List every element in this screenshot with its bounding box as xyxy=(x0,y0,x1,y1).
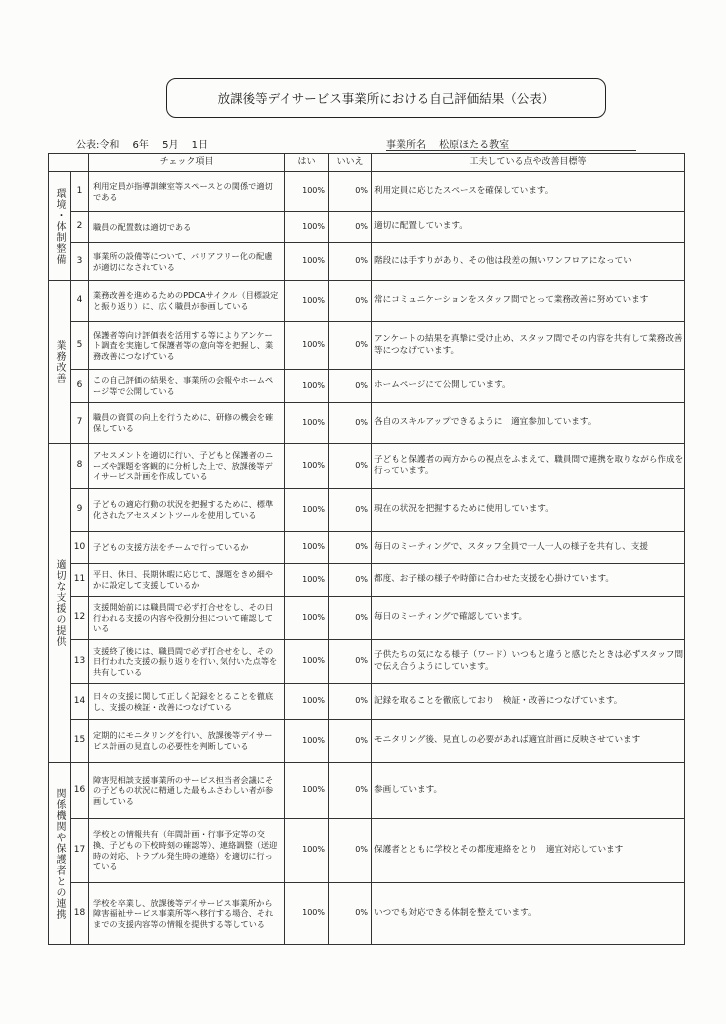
table-row xyxy=(49,819,685,883)
no-percent: 0% xyxy=(329,597,372,640)
row-number: 2 xyxy=(71,212,89,243)
check-item-text: 定期的にモニタリングを行い、放課後等デイサービス計画の見直しの必要性を判断している xyxy=(89,720,285,763)
check-item-text: 保護者等向け評価表を活用する等によりアンケート調査を実施して保護者等の意向等を把握し、業務改善につなげている xyxy=(89,322,285,370)
no-percent: 0% xyxy=(329,819,372,883)
improvement-note: 記録を取ることを徹底しており 検証・改善につなげています。 xyxy=(372,684,685,720)
table-row xyxy=(49,322,685,370)
category-label: 環境・体制整備 xyxy=(49,172,71,281)
improvement-note: 常にコミュニケーションをスタッフ間でとって業務改善に努めています xyxy=(372,281,685,322)
yes-percent: 100% xyxy=(285,684,329,720)
yes-percent: 100% xyxy=(285,720,329,763)
check-item-text: 支援終了後には、職員間で必ず打合せをし、その日行われた支援の振り返りを行い､気付いた点等を共有している xyxy=(89,640,285,684)
no-percent: 0% xyxy=(329,243,372,281)
check-item-text: 日々の支援に関して正しく記録をとることを徹底し、支援の検証・改善につなげている xyxy=(89,684,285,720)
check-item-text: 利用定員が指導訓練室等スペースとの関係で適切である xyxy=(89,172,285,212)
table-row xyxy=(49,489,685,532)
check-item-text: 職員の資質の向上を行うために、研修の機会を確保している xyxy=(89,403,285,444)
no-percent: 0% xyxy=(329,322,372,370)
row-number: 9 xyxy=(71,489,89,532)
improvement-note: 子供たちの気になる様子（ワード）いつもと違うと感じたときは必ずスタッフ間で伝え合うようにしています。 xyxy=(372,640,685,684)
yes-percent: 100% xyxy=(285,640,329,684)
header-yes: はい xyxy=(285,154,329,172)
no-percent: 0% xyxy=(329,883,372,945)
row-number: 10 xyxy=(71,532,89,564)
yes-percent: 100% xyxy=(285,212,329,243)
no-percent: 0% xyxy=(329,403,372,444)
office-name: 事業所名 松原ほたる教室 xyxy=(386,140,510,151)
yes-percent: 100% xyxy=(285,243,329,281)
header-blank xyxy=(49,154,89,172)
improvement-note: 適切に配置しています。 xyxy=(372,212,685,243)
check-item-text: 子どもの支援方法をチームで行っているか xyxy=(89,532,285,564)
category-label: 業務改善 xyxy=(49,281,71,444)
check-item-text: 子どもの適応行動の状況を把握するために、標準化されたアセスメントツールを使用している xyxy=(89,489,285,532)
row-number: 18 xyxy=(71,883,89,945)
table-row xyxy=(49,763,685,819)
table-row xyxy=(49,640,685,684)
row-number: 16 xyxy=(71,763,89,819)
improvement-note: 現在の状況を把握するために使用しています。 xyxy=(372,489,685,532)
check-item-text: 学校との情報共有（年間計画・行事予定等の交換、子どもの下校時刻の確認等）、連絡調整（送迎時の対応、トラブル発生時の連絡）を適切に行っている xyxy=(89,819,285,883)
yes-percent: 100% xyxy=(285,819,329,883)
table-row xyxy=(49,720,685,763)
table-row xyxy=(49,172,685,212)
improvement-note: 階段には手すりがあり、その他は段差の無いワンフロアになってい xyxy=(372,243,685,281)
yes-percent: 100% xyxy=(285,172,329,212)
check-item-text: 職員の配置数は適切である xyxy=(89,212,285,243)
table-row xyxy=(49,444,685,489)
yes-percent: 100% xyxy=(285,281,329,322)
check-item-text: 平日、休日、長期休暇に応じて、課題をきめ細やかに設定して支援しているか xyxy=(89,564,285,597)
no-percent: 0% xyxy=(329,212,372,243)
header-no: いいえ xyxy=(329,154,372,172)
improvement-note: モニタリング後、見直しの必要があれば適宜計画に反映させています xyxy=(372,720,685,763)
yes-percent: 100% xyxy=(285,489,329,532)
category-label: 関係機関や保護者との連携 xyxy=(49,763,71,945)
table-row xyxy=(49,281,685,322)
yes-percent: 100% xyxy=(285,403,329,444)
publication-date: 公表:令和 6年 5月 1日 xyxy=(76,140,208,151)
page-title: 放課後等デイサービス事業所における自己評価結果（公表） xyxy=(166,78,606,118)
no-percent: 0% xyxy=(329,281,372,322)
improvement-note: ホームページにて公開しています。 xyxy=(372,370,685,403)
yes-percent: 100% xyxy=(285,564,329,597)
improvement-note: 各自のスキルアップできるように 適宜参加しています。 xyxy=(372,403,685,444)
check-item-text: アセスメントを適切に行い、子どもと保護者のニーズや課題を客観的に分析した上で、放課後等デイサービス計画を作成している xyxy=(89,444,285,489)
check-item-text: 障害児相談支援事業所のサービス担当者会議にその子どもの状況に精通した最もふさわしい者が参画している xyxy=(89,763,285,819)
row-number: 3 xyxy=(71,243,89,281)
no-percent: 0% xyxy=(329,640,372,684)
yes-percent: 100% xyxy=(285,763,329,819)
no-percent: 0% xyxy=(329,763,372,819)
improvement-note: 保護者とともに学校とその都度連絡をとり 適宜対応しています xyxy=(372,819,685,883)
improvement-note: いつでも対応できる体制を整えています。 xyxy=(372,883,685,945)
table-row xyxy=(49,403,685,444)
check-item-text: 学校を卒業し、放課後等デイサービス事業所から障害福祉サービス事業所等へ移行する場合、それまでの支援内容等の情報を提供する等している xyxy=(89,883,285,945)
table-row xyxy=(49,564,685,597)
no-percent: 0% xyxy=(329,172,372,212)
no-percent: 0% xyxy=(329,564,372,597)
table-row xyxy=(49,243,685,281)
row-number: 17 xyxy=(71,819,89,883)
row-number: 7 xyxy=(71,403,89,444)
row-number: 6 xyxy=(71,370,89,403)
improvement-note: 子どもと保護者の両方からの視点をふまえて、職員間で連携を取りながら作成を行っています。 xyxy=(372,444,685,489)
row-number: 8 xyxy=(71,444,89,489)
no-percent: 0% xyxy=(329,720,372,763)
table-row xyxy=(49,370,685,403)
row-number: 15 xyxy=(71,720,89,763)
no-percent: 0% xyxy=(329,684,372,720)
yes-percent: 100% xyxy=(285,883,329,945)
row-number: 11 xyxy=(71,564,89,597)
no-percent: 0% xyxy=(329,444,372,489)
yes-percent: 100% xyxy=(285,444,329,489)
improvement-note: 毎日のミーティングで確認しています。 xyxy=(372,597,685,640)
evaluation-table xyxy=(48,153,685,945)
table-row xyxy=(49,597,685,640)
table-header-row xyxy=(49,154,685,172)
header-check-item: チェック項目 xyxy=(89,154,285,172)
yes-percent: 100% xyxy=(285,597,329,640)
improvement-note: 都度、お子様の様子や時節に合わせた支援を心掛けています。 xyxy=(372,564,685,597)
yes-percent: 100% xyxy=(285,322,329,370)
table-row xyxy=(49,532,685,564)
row-number: 4 xyxy=(71,281,89,322)
row-number: 14 xyxy=(71,684,89,720)
no-percent: 0% xyxy=(329,370,372,403)
row-number: 5 xyxy=(71,322,89,370)
row-number: 13 xyxy=(71,640,89,684)
improvement-note: 参画しています。 xyxy=(372,763,685,819)
table-row xyxy=(49,684,685,720)
improvement-note: 毎日のミーティングで、スタッフ全員で一人一人の様子を共有し、支援 xyxy=(372,532,685,564)
office-underline xyxy=(386,150,636,151)
improvement-note: 利用定員に応じたスペースを確保しています。 xyxy=(372,172,685,212)
check-item-text: 業務改善を進めるためのPDCAサイクル（目標設定と振り返り）に、広く職員が参画している xyxy=(89,281,285,322)
improvement-note: アンケートの結果を真摯に受け止め、スタッフ間でその内容を共有して業務改善等につなげています。 xyxy=(372,322,685,370)
category-label: 適切な支援の提供 xyxy=(49,444,71,763)
check-item-text: この自己評価の結果を、事業所の会報やホームページ等で公開している xyxy=(89,370,285,403)
table-row xyxy=(49,212,685,243)
row-number: 12 xyxy=(71,597,89,640)
check-item-text: 事業所の設備等について、バリアフリー化の配慮が適切になされている xyxy=(89,243,285,281)
row-number: 1 xyxy=(71,172,89,212)
yes-percent: 100% xyxy=(285,532,329,564)
yes-percent: 100% xyxy=(285,370,329,403)
table-row xyxy=(49,883,685,945)
no-percent: 0% xyxy=(329,489,372,532)
check-item-text: 支援開始前には職員間で必ず打合せをし、その日行われる支援の内容や役割分担について確認している xyxy=(89,597,285,640)
header-improvement: 工夫している点や改善目標等 xyxy=(372,154,685,172)
no-percent: 0% xyxy=(329,532,372,564)
